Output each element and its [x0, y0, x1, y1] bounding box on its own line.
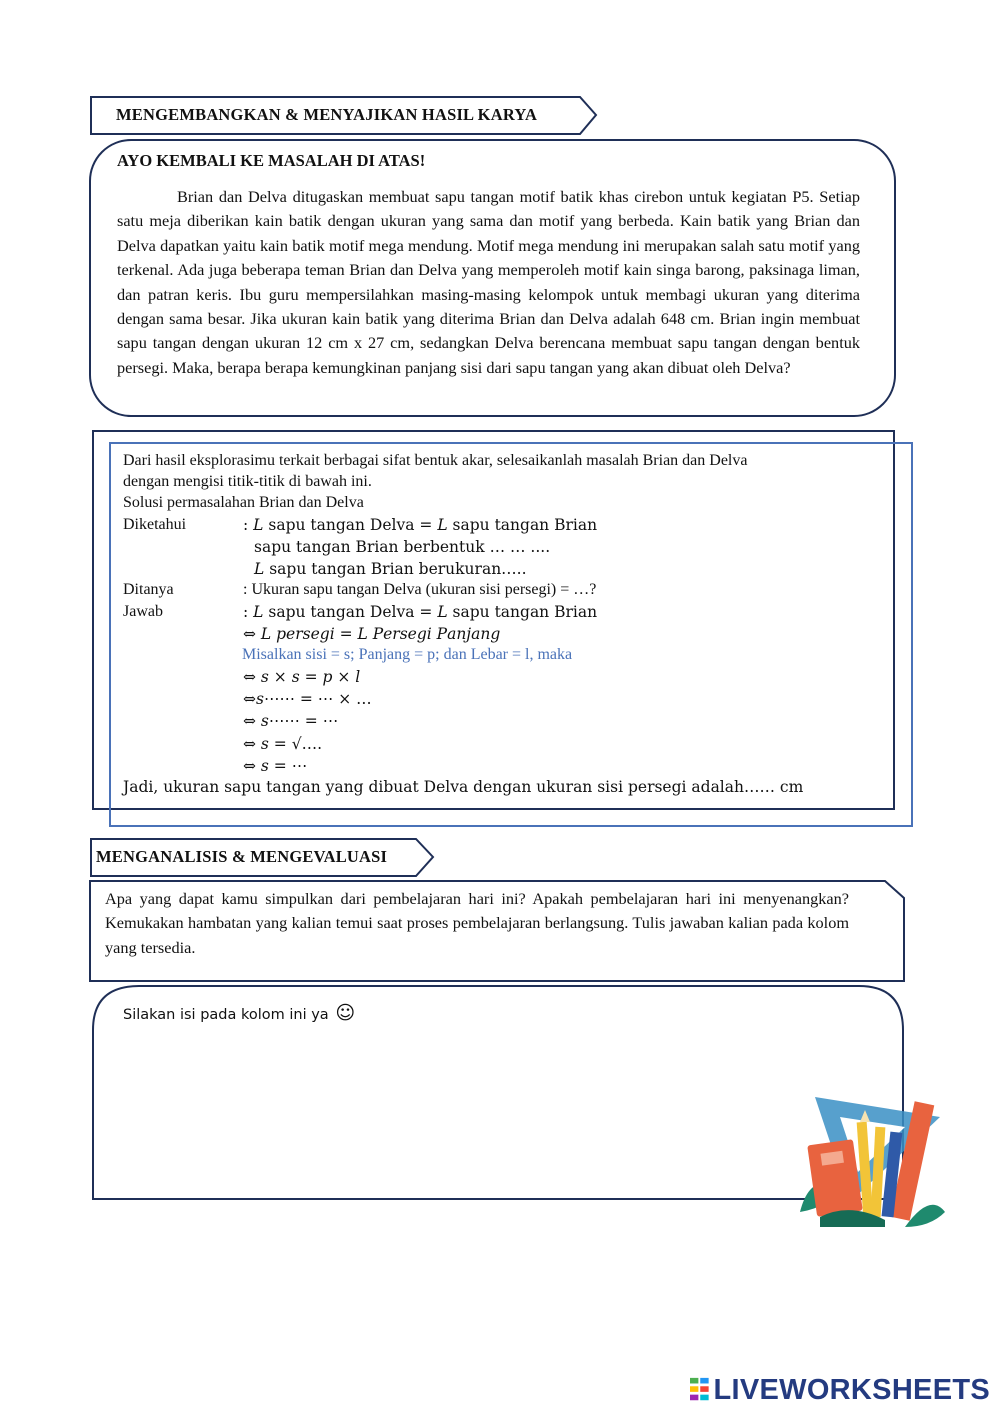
solution-conclusion[interactable]: Jadi, ukuran sapu tangan yang dibuat Delva dengan ukuran sisi persegi adalah…… cm — [123, 778, 804, 796]
brand-text: LIVEWORKSHEETS — [713, 1373, 990, 1406]
section-banner-evaluate — [90, 838, 440, 876]
jawab-line-1: : 𝐿 sapu tangan Delva = 𝐿 sapu tangan Brian — [243, 603, 598, 621]
story-title: AYO KEMBALI KE MASALAH DI ATAS! — [117, 151, 426, 170]
jawab-line-7[interactable]: ⇔ 𝑠 = ⋯ — [243, 757, 308, 775]
reflection-answer-box[interactable] — [91, 985, 905, 1201]
school-supplies-illustration — [790, 1092, 950, 1232]
jawab-line-3: ⇔ 𝑠 × 𝑠 = 𝑝 × 𝑙 — [243, 668, 361, 686]
logo-blocks-icon — [690, 1377, 711, 1403]
solution-intro-1: Dari hasil eksplorasimu terkait berbagai sifat bentuk akar, selesaikanlah masalah Brian dan Delva — [123, 452, 748, 469]
answer-placeholder: Silakan isi pada kolom ini ya — [123, 1007, 329, 1023]
diketahui-line-1: : 𝐿 sapu tangan Delva = 𝐿 sapu tangan Brian — [243, 516, 598, 534]
liveworksheets-logo[interactable] — [690, 1372, 990, 1408]
jawab-hint: Misalkan sisi = s; Panjang = p; dan Lebar = l, maka — [242, 646, 573, 663]
jawab-line-2: ⇔ 𝐿 𝑝𝑒𝑟𝑠𝑒𝑔𝑖 = 𝐿 𝑃𝑒𝑟𝑠𝑒𝑔𝑖 𝑃𝑎𝑛𝑗𝑎𝑛𝑔 — [243, 625, 501, 643]
diketahui-label: Diketahui — [123, 516, 187, 533]
reflection-prompt: Apa yang dapat kamu simpulkan dari pembelajaran hari ini? Apakah pembelajaran hari ini menyenangkan? Kemukakan hambatan yang kalian temui saat proses pembelajaran berlangsung. Tulis jawaban kalian pada kolom yang tersedia. — [105, 889, 849, 957]
jawab-label: Jawab — [123, 603, 163, 620]
story-box — [89, 139, 896, 417]
diketahui-line-2: sapu tangan Brian berbentuk … … .... — [254, 538, 551, 556]
solution-heading: Solusi permasalahan Brian dan Delva — [123, 494, 364, 511]
story-paragraph: Brian dan Delva ditugaskan membuat sapu tangan motif batik khas cirebon untuk kegiatan P5. Setiap satu meja diberikan kain batik dengan ukuran yang sama dan motif yang berbeda. Kain batik yang Brian dan Delva dapatkan yaitu kain batik motif mega mendung. Motif mega mendung ini merupakan salah satu motif yang terkenal. Ada juga beberapa teman Brian dan Delva yang memperoleh motif kain singa barong, paksinaga liman, dan patran keris. Ibu guru mempersilahkan masing-masing kelompok untuk membagi ukuran yang diterima dengan sama besar. Jika ukuran kain batik yang diterima Brian dan Delva adalah 648 cm. Brian ingin membuat sapu tangan dengan ukuran 12 cm x 27 cm, sedangkan Delva berencana membuat sapu tangan dengan bentuk persegi. Maka, berapa berapa kemungkinan panjang sisi dari sapu tangan yang akan dibuat oleh Delva? — [117, 187, 860, 377]
banner-title: MENGEMBANGKAN & MENYAJIKAN HASIL KARYA — [116, 105, 538, 124]
ditanya-label: Ditanya — [123, 581, 174, 598]
jawab-line-5[interactable]: ⇔ 𝑠⋯⋯ = ⋯ — [243, 712, 339, 730]
answer-placeholder-row — [123, 1002, 355, 1024]
reflection-prompt-box — [89, 880, 905, 982]
ditanya-value: : Ukuran sapu tangan Delva (ukuran sisi persegi) = …? — [243, 581, 597, 598]
jawab-line-6[interactable]: ⇔ 𝑠 = √…. — [243, 735, 323, 753]
diketahui-line-3: 𝐿 sapu tangan Brian berukuran….. — [254, 560, 527, 578]
jawab-line-4[interactable]: ⇔𝑠⋯⋯ = ⋯ × … — [243, 690, 372, 708]
banner-title: MENGANALISIS & MENGEVALUASI — [96, 847, 388, 866]
section-banner-develop — [90, 96, 600, 134]
smiley-icon: ☺ — [335, 1002, 356, 1024]
solution-intro-2: dengan mengisi titik-titik di bawah ini. — [123, 473, 372, 490]
